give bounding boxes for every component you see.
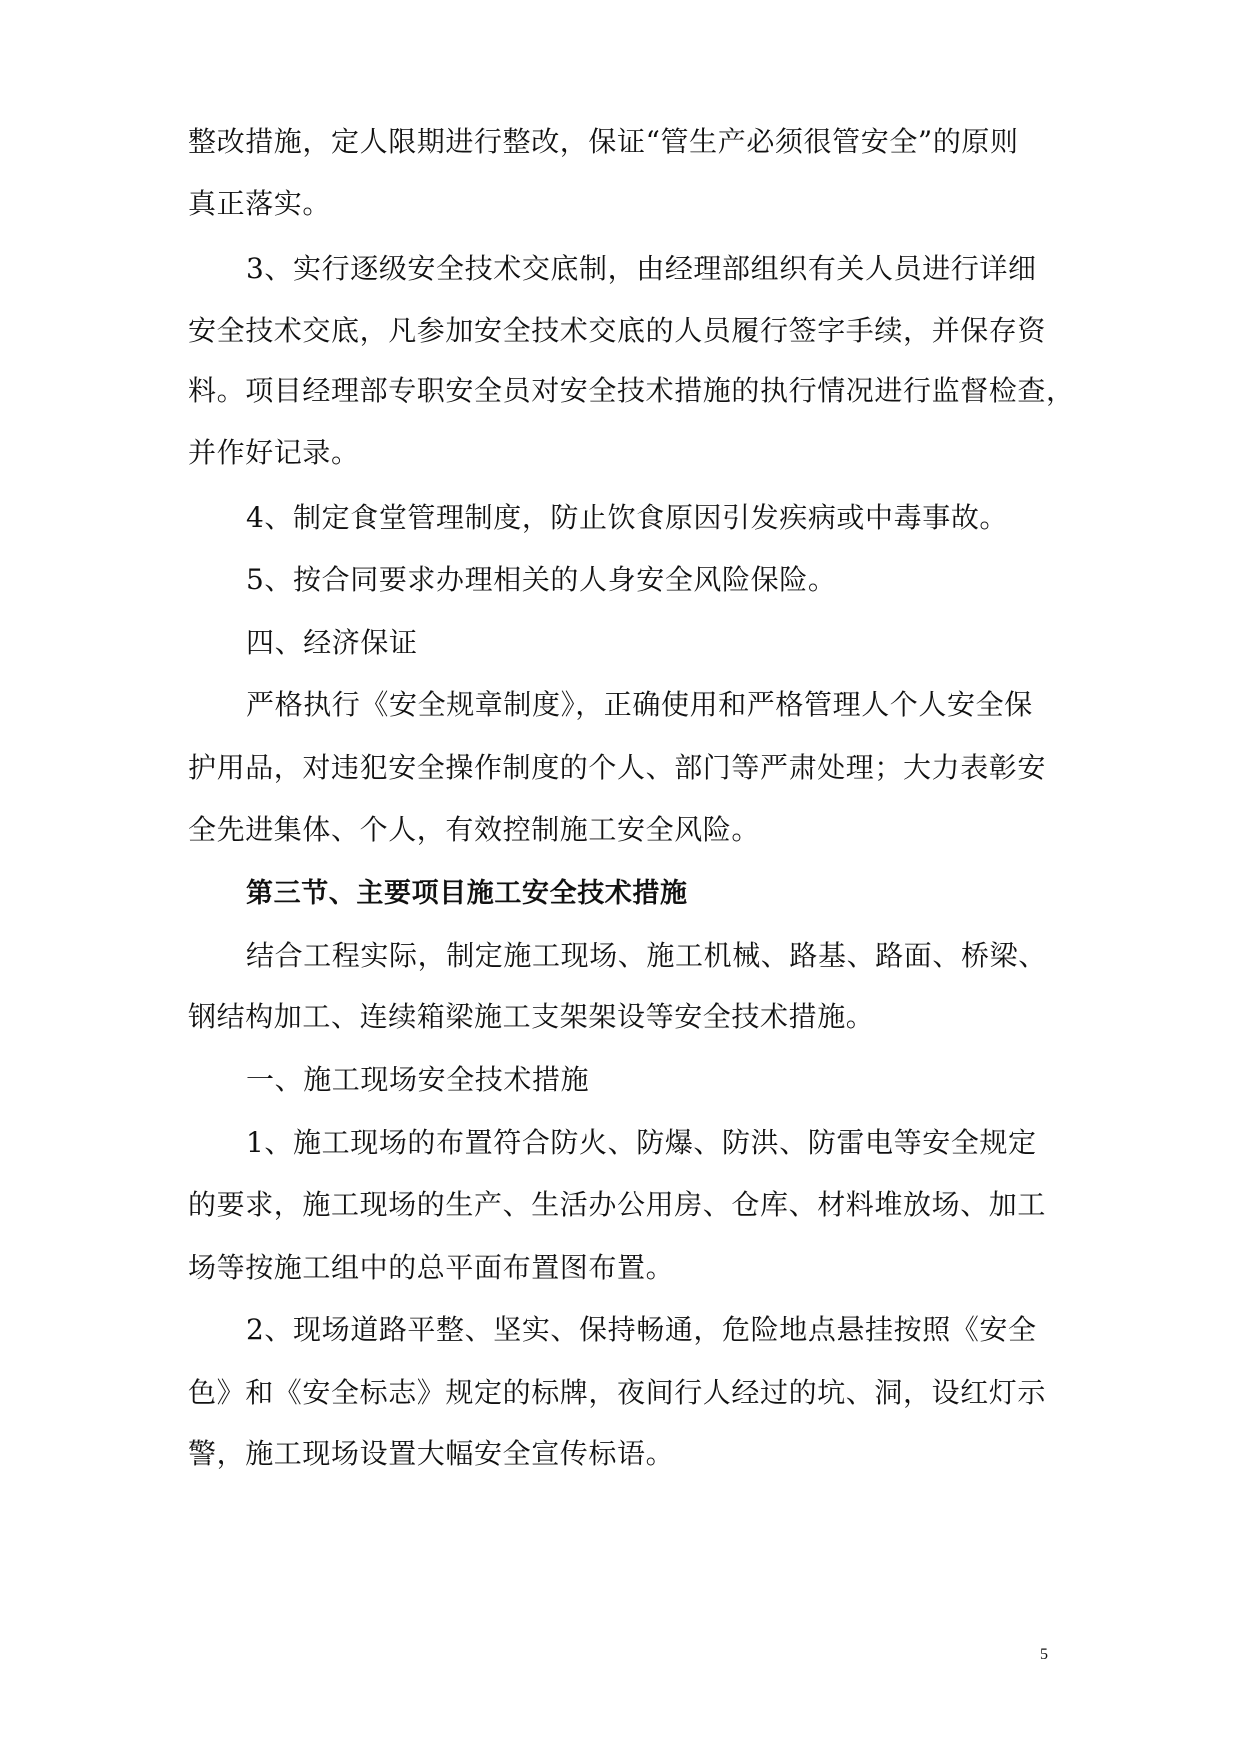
- text-line: 警，施工现场设置大幅安全宣传标语。: [188, 1437, 675, 1470]
- text-line: 安全技术交底，凡参加安全技术交底的人员履行签字手续，并保存资: [188, 314, 1047, 347]
- text-line: 料。项目经理部专职安全员对安全技术措施的执行情况进行监督检查，: [188, 374, 1075, 407]
- chapter-heading: 第三节、主要项目施工安全技术措施: [246, 878, 688, 909]
- text-line: 5、按合同要求办理相关的人身安全风险保险。: [246, 563, 837, 596]
- section-heading: 一、施工现场安全技术措施: [246, 1063, 590, 1096]
- page-number: 5: [1040, 1646, 1048, 1663]
- text-line: 1、施工现场的布置符合防火、防爆、防洪、防雷电等安全规定: [246, 1126, 1037, 1159]
- text-line: 4、制定食堂管理制度，防止饮食原因引发疾病或中毒事故。: [246, 501, 1009, 534]
- text-line: 严格执行《安全规章制度》，正确使用和严格管理人个人安全保: [246, 688, 1033, 721]
- text-line: 场等按施工组中的总平面布置图布置。: [188, 1251, 675, 1284]
- text-line: 整改措施，定人限期进行整改，保证“管生产必须很管安全”的原则: [188, 125, 1019, 158]
- text-line: 的要求，施工现场的生产、生活办公用房、仓库、材料堆放场、加工: [188, 1188, 1047, 1221]
- text-line: 护用品，对违犯安全操作制度的个人、部门等严肃处理；大力表彰安: [188, 751, 1047, 784]
- text-line: 2、现场道路平整、坚实、保持畅通，危险地点悬挂按照《安全: [246, 1313, 1037, 1346]
- text-line: 钢结构加工、连续箱梁施工支架架设等安全技术措施。: [188, 1000, 875, 1033]
- text-line: 色》和《安全标志》规定的标牌，夜间行人经过的坑、洞，设红灯示: [188, 1376, 1047, 1409]
- section-heading: 四、经济保证: [246, 626, 418, 659]
- text-line: 结合工程实际，制定施工现场、施工机械、路基、路面、桥梁、: [246, 939, 1047, 972]
- text-line: 并作好记录。: [188, 436, 360, 469]
- text-line: 3、实行逐级安全技术交底制，由经理部组织有关人员进行详细: [246, 252, 1037, 285]
- text-line: 全先进集体、个人，有效控制施工安全风险。: [188, 813, 761, 846]
- text-line: 真正落实。: [188, 187, 332, 220]
